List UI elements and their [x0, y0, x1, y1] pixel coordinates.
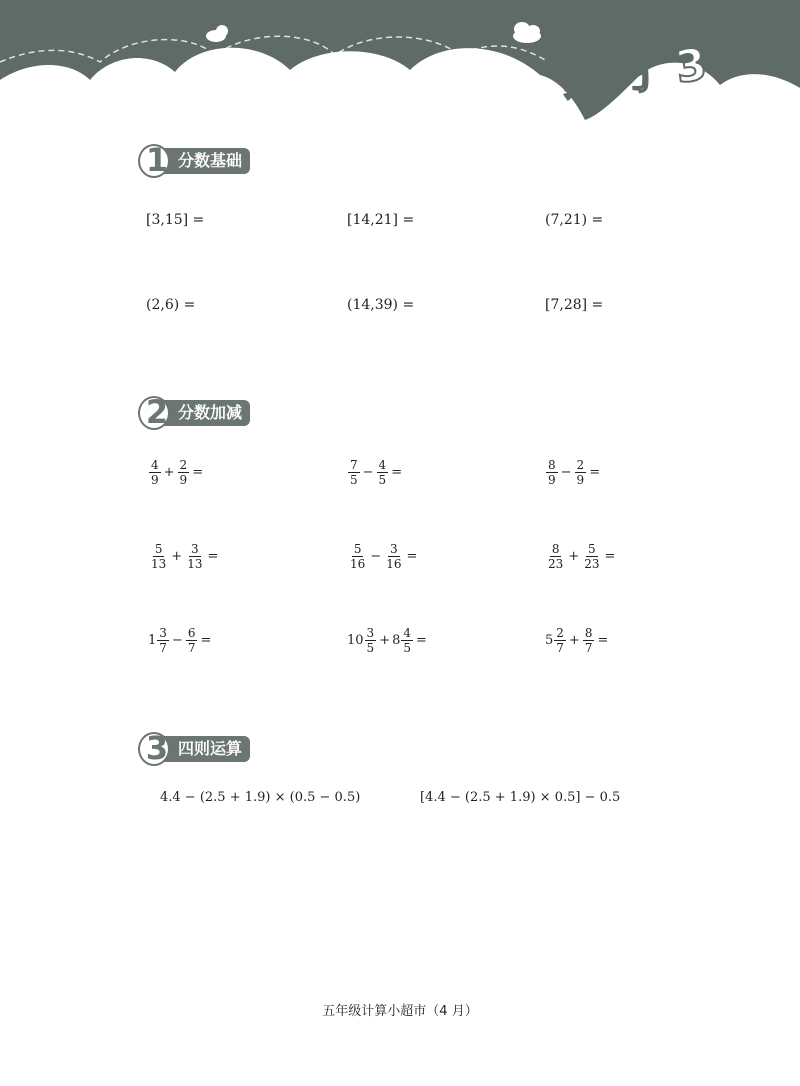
problem-3-1: 4.4 − (2.5 + 1.9) × (0.5 − 0.5) — [160, 790, 361, 805]
section-title: 分数基础 — [178, 151, 243, 170]
section-number: 1 — [145, 141, 169, 179]
section-title: 分数加减 — [178, 403, 243, 422]
problem-1-4: (2,6) = — [146, 297, 196, 313]
page-header — [0, 0, 800, 150]
problem-2-8: 10 $\frac{3}{5}$ + 8 $\frac{4}{5}$ = — [347, 626, 427, 655]
problem-2-1: $\frac{4}{9}$ + $\frac{2}{9}$ = — [151, 458, 204, 487]
problem-1-3: (7,21) = — [545, 212, 604, 228]
section-title: 四则运算 — [178, 739, 243, 758]
problem-2-5: $\frac{5}{16}$ − $\frac{3}{16}$ = — [350, 542, 418, 571]
problem-2-6: $\frac{8}{23}$ + $\frac{5}{23}$ = — [548, 542, 616, 571]
problem-2-3: $\frac{8}{9}$ − $\frac{2}{9}$ = — [548, 458, 601, 487]
page-title: 练习 3 — [558, 38, 714, 110]
problem-1-6: [7,28] = — [545, 297, 604, 313]
problem-2-9: 5 $\frac{2}{7}$ + $\frac{8}{7}$ = — [545, 626, 609, 655]
page-footer: 五年级计算小超市（4 月） — [322, 1004, 478, 1019]
problem-2-2: $\frac{7}{5}$ − $\frac{4}{5}$ = — [350, 458, 403, 487]
problem-1-2: [14,21] = — [347, 212, 415, 228]
problem-3-2: [4.4 − (2.5 + 1.9) × 0.5] − 0.5 — [420, 790, 621, 805]
section-header-3 — [138, 729, 258, 768]
section-header-2 — [138, 393, 258, 432]
section-number: 2 — [145, 393, 169, 431]
problem-2-7: 1 $\frac{3}{7}$ − $\frac{6}{7}$ = — [148, 626, 212, 655]
section-number: 3 — [145, 729, 169, 767]
problem-1-5: (14,39) = — [347, 297, 415, 313]
problem-2-4: $\frac{5}{13}$ + $\frac{3}{13}$ = — [151, 542, 219, 571]
problem-1-1: [3,15] = — [146, 212, 205, 228]
section-header-1 — [138, 141, 258, 180]
